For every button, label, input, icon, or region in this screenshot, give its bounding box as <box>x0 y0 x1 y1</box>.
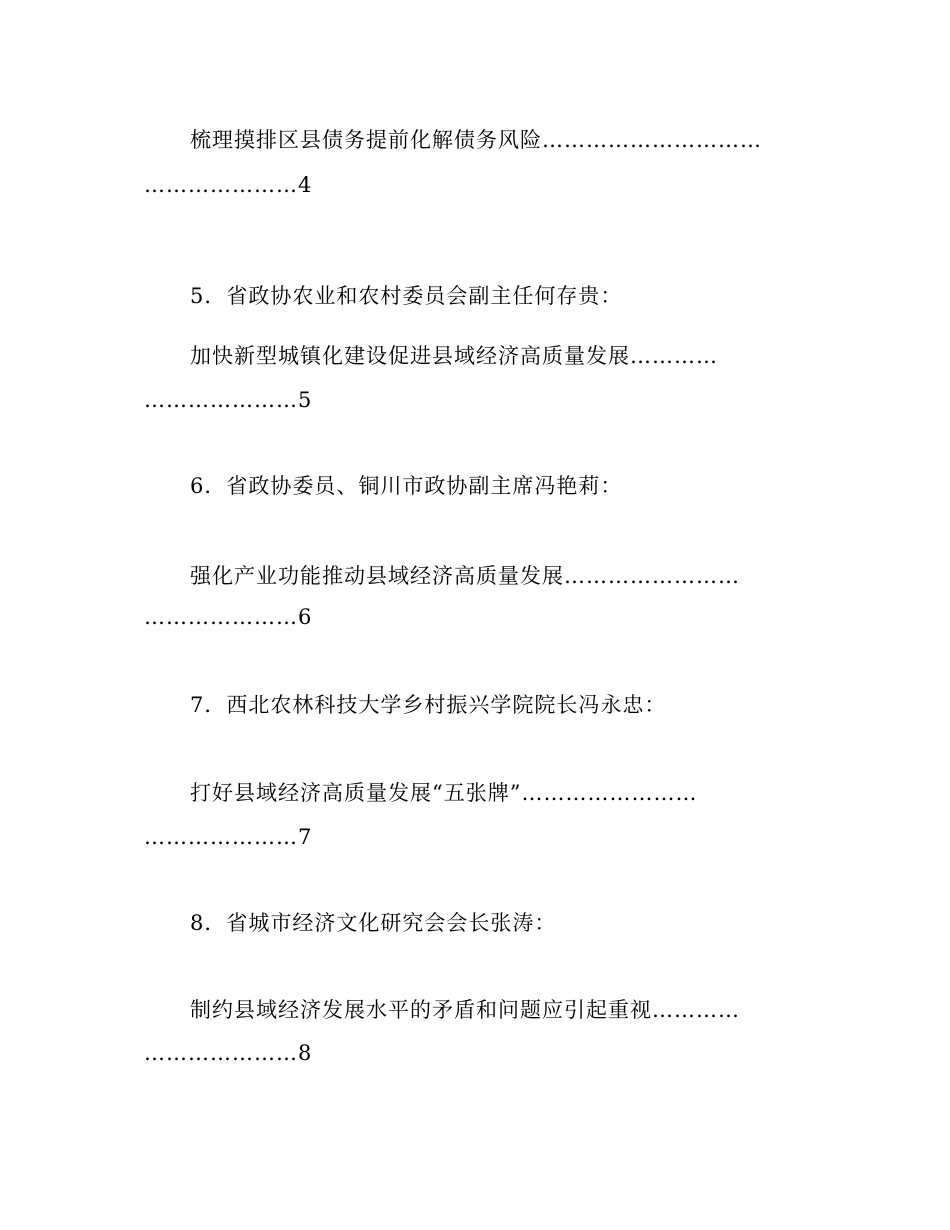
toc-entry-6-page: …………………6 <box>144 605 313 629</box>
toc-entry-8-page: …………………8 <box>144 1041 313 1065</box>
toc-entry-8-heading: 8．省城市经济文化研究会会长张涛： <box>190 911 557 935</box>
toc-entry-6-heading: 6．省政协委员、铜川市政协副主席冯艳莉： <box>190 474 623 498</box>
toc-entry-8-title: 制约县域经济发展水平的矛盾和问题应引起重视………… <box>190 998 740 1022</box>
toc-entry-5-page: …………………5 <box>144 388 313 412</box>
toc-entry-4-page: …………………4 <box>144 173 313 197</box>
toc-entry-6-title: 强化产业功能推动县域经济高质量发展…………………… <box>190 564 740 588</box>
toc-entry-7-title: 打好县域经济高质量发展“五张牌”…………………… <box>190 781 698 805</box>
toc-entry-7-page: …………………7 <box>144 825 313 849</box>
toc-entry-5-title: 加快新型城镇化建设促进县域经济高质量发展………… <box>190 344 718 368</box>
toc-entry-7-heading: 7．西北农林科技大学乡村振兴学院院长冯永忠： <box>190 693 667 717</box>
toc-entry-5-heading: 5．省政协农业和农村委员会副主任何存贵： <box>190 284 623 308</box>
toc-entry-4-title: 梳理摸排区县债务提前化解债务风险………………………… <box>190 128 762 152</box>
